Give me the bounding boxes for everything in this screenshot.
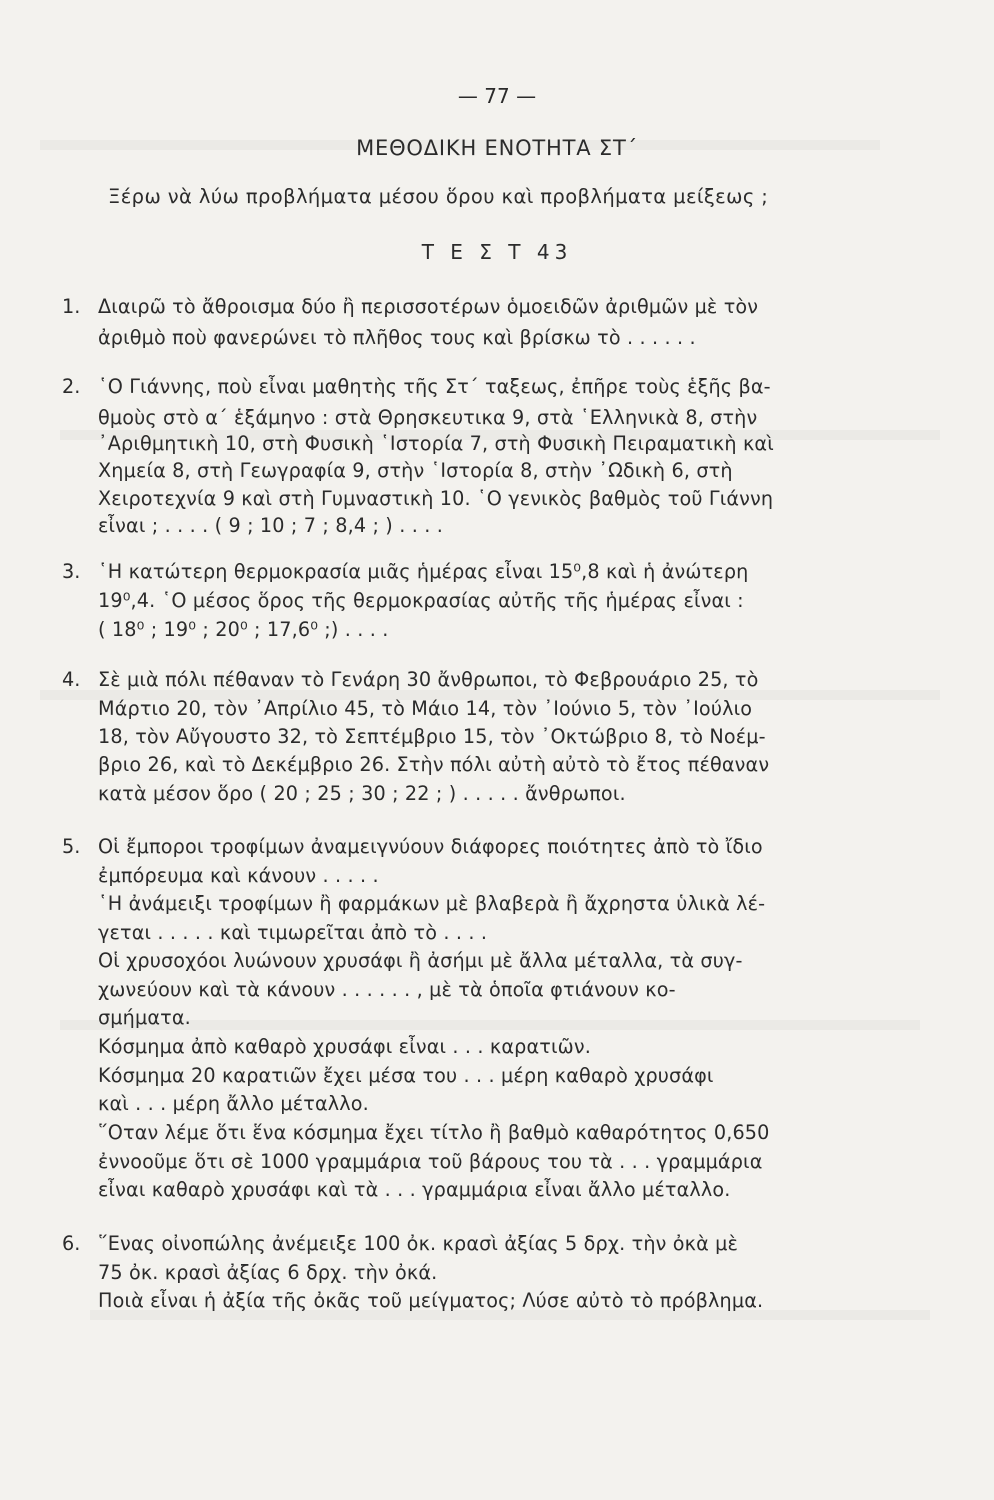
problem-line: Οἱ χρυσοχόοι λυώνουν χρυσάφι ἢ ἀσήμι μὲ ἄλλα μέταλλα, τὰ συγ- (98, 949, 743, 972)
problem-line: θμοὺς στὸ α΄ ἑξάμηνο : στὰ Θρησκευτικα 9, στὰ ῾Ελληνικὰ 8, στὴν (98, 406, 758, 429)
problem-line: 18, τὸν Αὔγουστο 32, τὸ Σεπτέμβριο 15, τὸν ᾿Οκτώβριο 8, τὸ Νοέμ- (98, 725, 766, 748)
problem-line: Μάρτιο 20, τὸν ᾿Απρίλιο 45, τὸ Μάιο 14, τὸν ᾿Ιούνιο 5, τὸν ᾿Ιούλιο (98, 697, 753, 720)
problem-line: Κόσμημα 20 καρατιῶν ἔχει μέσα του . . . μέρη καθαρὸ χρυσάφι (98, 1064, 714, 1087)
problem-line: βριο 26, καὶ τὸ Δεκέμβριο 26. Στὴν πόλι αὐτὴ αὐτὸ τὸ ἔτος πέθαναν (98, 753, 770, 776)
problem-line: ῾Η κατώτερη θερμοκρασία μιᾶς ἡμέρας εἶναι 15⁰,8 καὶ ἡ ἀνώτερη (98, 560, 749, 583)
problem-line: ἐννοοῦμε ὅτι σὲ 1000 γραμμάρια τοῦ βάρους του τὰ . . . γραμμάρια (98, 1150, 763, 1173)
problem-line: Χημεία 8, στὴ Γεωγραφία 9, στὴν ῾Ιστορία 8, στὴν ᾿Ωδικὴ 6, στὴ (98, 459, 733, 482)
problem-number: 2. (62, 375, 81, 398)
problem-number: 3. (62, 560, 81, 583)
problem-number: 6. (62, 1232, 81, 1255)
section-title: ΜΕΘΟΔΙΚΗ ΕΝΟΤΗΤΑ ΣΤ΄ (356, 136, 638, 160)
problem-line: ῾Ο Γιάννης, ποὺ εἶναι μαθητὴς τῆς Στ΄ ταξεως, ἐπῆρε τοὺς ἑξῆς βα- (98, 375, 771, 398)
problem-line: χωνεύουν καὶ τὰ κάνουν . . . . . . , μὲ τὰ ὁποῖα φτιάνουν κο- (98, 978, 676, 1001)
problem-line: Κόσμημα ἀπὸ καθαρὸ χρυσάφι εἶναι . . . καρατιῶν. (98, 1035, 591, 1058)
problem-line: γεται . . . . . καὶ τιμωρεῖται ἀπὸ τὸ . . . . (98, 921, 488, 944)
problem-line: Διαιρῶ τὸ ἄθροισμα δύο ἢ περισσοτέρων ὁμοειδῶν ἀριθμῶν μὲ τὸν (98, 295, 759, 318)
problem-line: Ποιὰ εἶναι ἡ ἀξία τῆς ὀκᾶς τοῦ μείγματος; Λύσε αὐτὸ τὸ πρόβλημα. (98, 1289, 764, 1312)
problem-number: 4. (62, 668, 81, 691)
problem-line: καὶ . . . μέρη ἄλλο μέταλλο. (98, 1092, 369, 1115)
problem-line: ῞Ενας οἰνοπώλης ἀνέμειξε 100 ὀκ. κρασὶ ἀξίας 5 δρχ. τὴν ὀκὰ μὲ (98, 1232, 739, 1255)
problem-line: Χειροτεχνία 9 καὶ στὴ Γυμναστικὴ 10. ῾Ο γενικὸς βαθμὸς τοῦ Γιάννη (98, 487, 774, 510)
problem-number: 5. (62, 835, 81, 858)
test-title: Τ Ε Σ Τ 43 (421, 240, 573, 264)
problem-line: ( 18⁰ ; 19⁰ ; 20⁰ ; 17,6⁰ ;) . . . . (98, 618, 389, 641)
section-subtitle: Ξέρω νὰ λύω προβλήματα μέσου ὅρου καὶ προβλήματα μείξεως ; (108, 185, 769, 208)
problem-line: ᾿Αριθμητικὴ 10, στὴ Φυσικὴ ῾Ιστορία 7, στὴ Φυσικὴ Πειραματικὴ καὶ (98, 432, 774, 455)
problem-line: 75 ὀκ. κρασὶ ἀξίας 6 δρχ. τὴν ὀκά. (98, 1261, 438, 1284)
problem-line: εἶναι καθαρὸ χρυσάφι καὶ τὰ . . . γραμμάρια εἶναι ἄλλο μέταλλο. (98, 1178, 731, 1201)
problem-number: 1. (62, 295, 81, 318)
problem-line: ῾Η ἀνάμειξι τροφίμων ἢ φαρμάκων μὲ βλαβερὰ ἢ ἄχρηστα ὑλικὰ λέ- (98, 892, 766, 915)
problem-line: ἀριθμὸ ποὺ φανερώνει τὸ πλῆθος τους καὶ βρίσκω τὸ . . . . . . (98, 326, 696, 349)
problem-line: εἶναι ; . . . . ( 9 ; 10 ; 7 ; 8,4 ; ) . . . . (98, 514, 443, 537)
page-number: — 77 — (457, 84, 537, 108)
problem-line: ῞Οταν λέμε ὅτι ἕνα κόσμημα ἔχει τίτλο ἢ βαθμὸ καθαρότητος 0,650 (98, 1121, 770, 1144)
problem-line: Οἱ ἔμποροι τροφίμων ἀναμειγνύουν διάφορες ποιότητες ἀπὸ τὸ ἴδιο (98, 835, 763, 858)
problem-line: ἐμπόρευμα καὶ κάνουν . . . . . (98, 864, 379, 887)
problem-line: σμήματα. (98, 1006, 191, 1029)
problem-line: Σὲ μιὰ πόλι πέθαναν τὸ Γενάρη 30 ἄνθρωποι, τὸ Φεβρουάριο 25, τὸ (98, 668, 759, 691)
problem-line: κατὰ μέσον ὅρο ( 20 ; 25 ; 30 ; 22 ; ) . . . . . ἄνθρωποι. (98, 782, 626, 805)
problem-line: 19⁰,4. ῾Ο μέσος ὅρος τῆς θερμοκρασίας αὐτῆς τῆς ἡμέρας εἶναι : (98, 589, 744, 612)
